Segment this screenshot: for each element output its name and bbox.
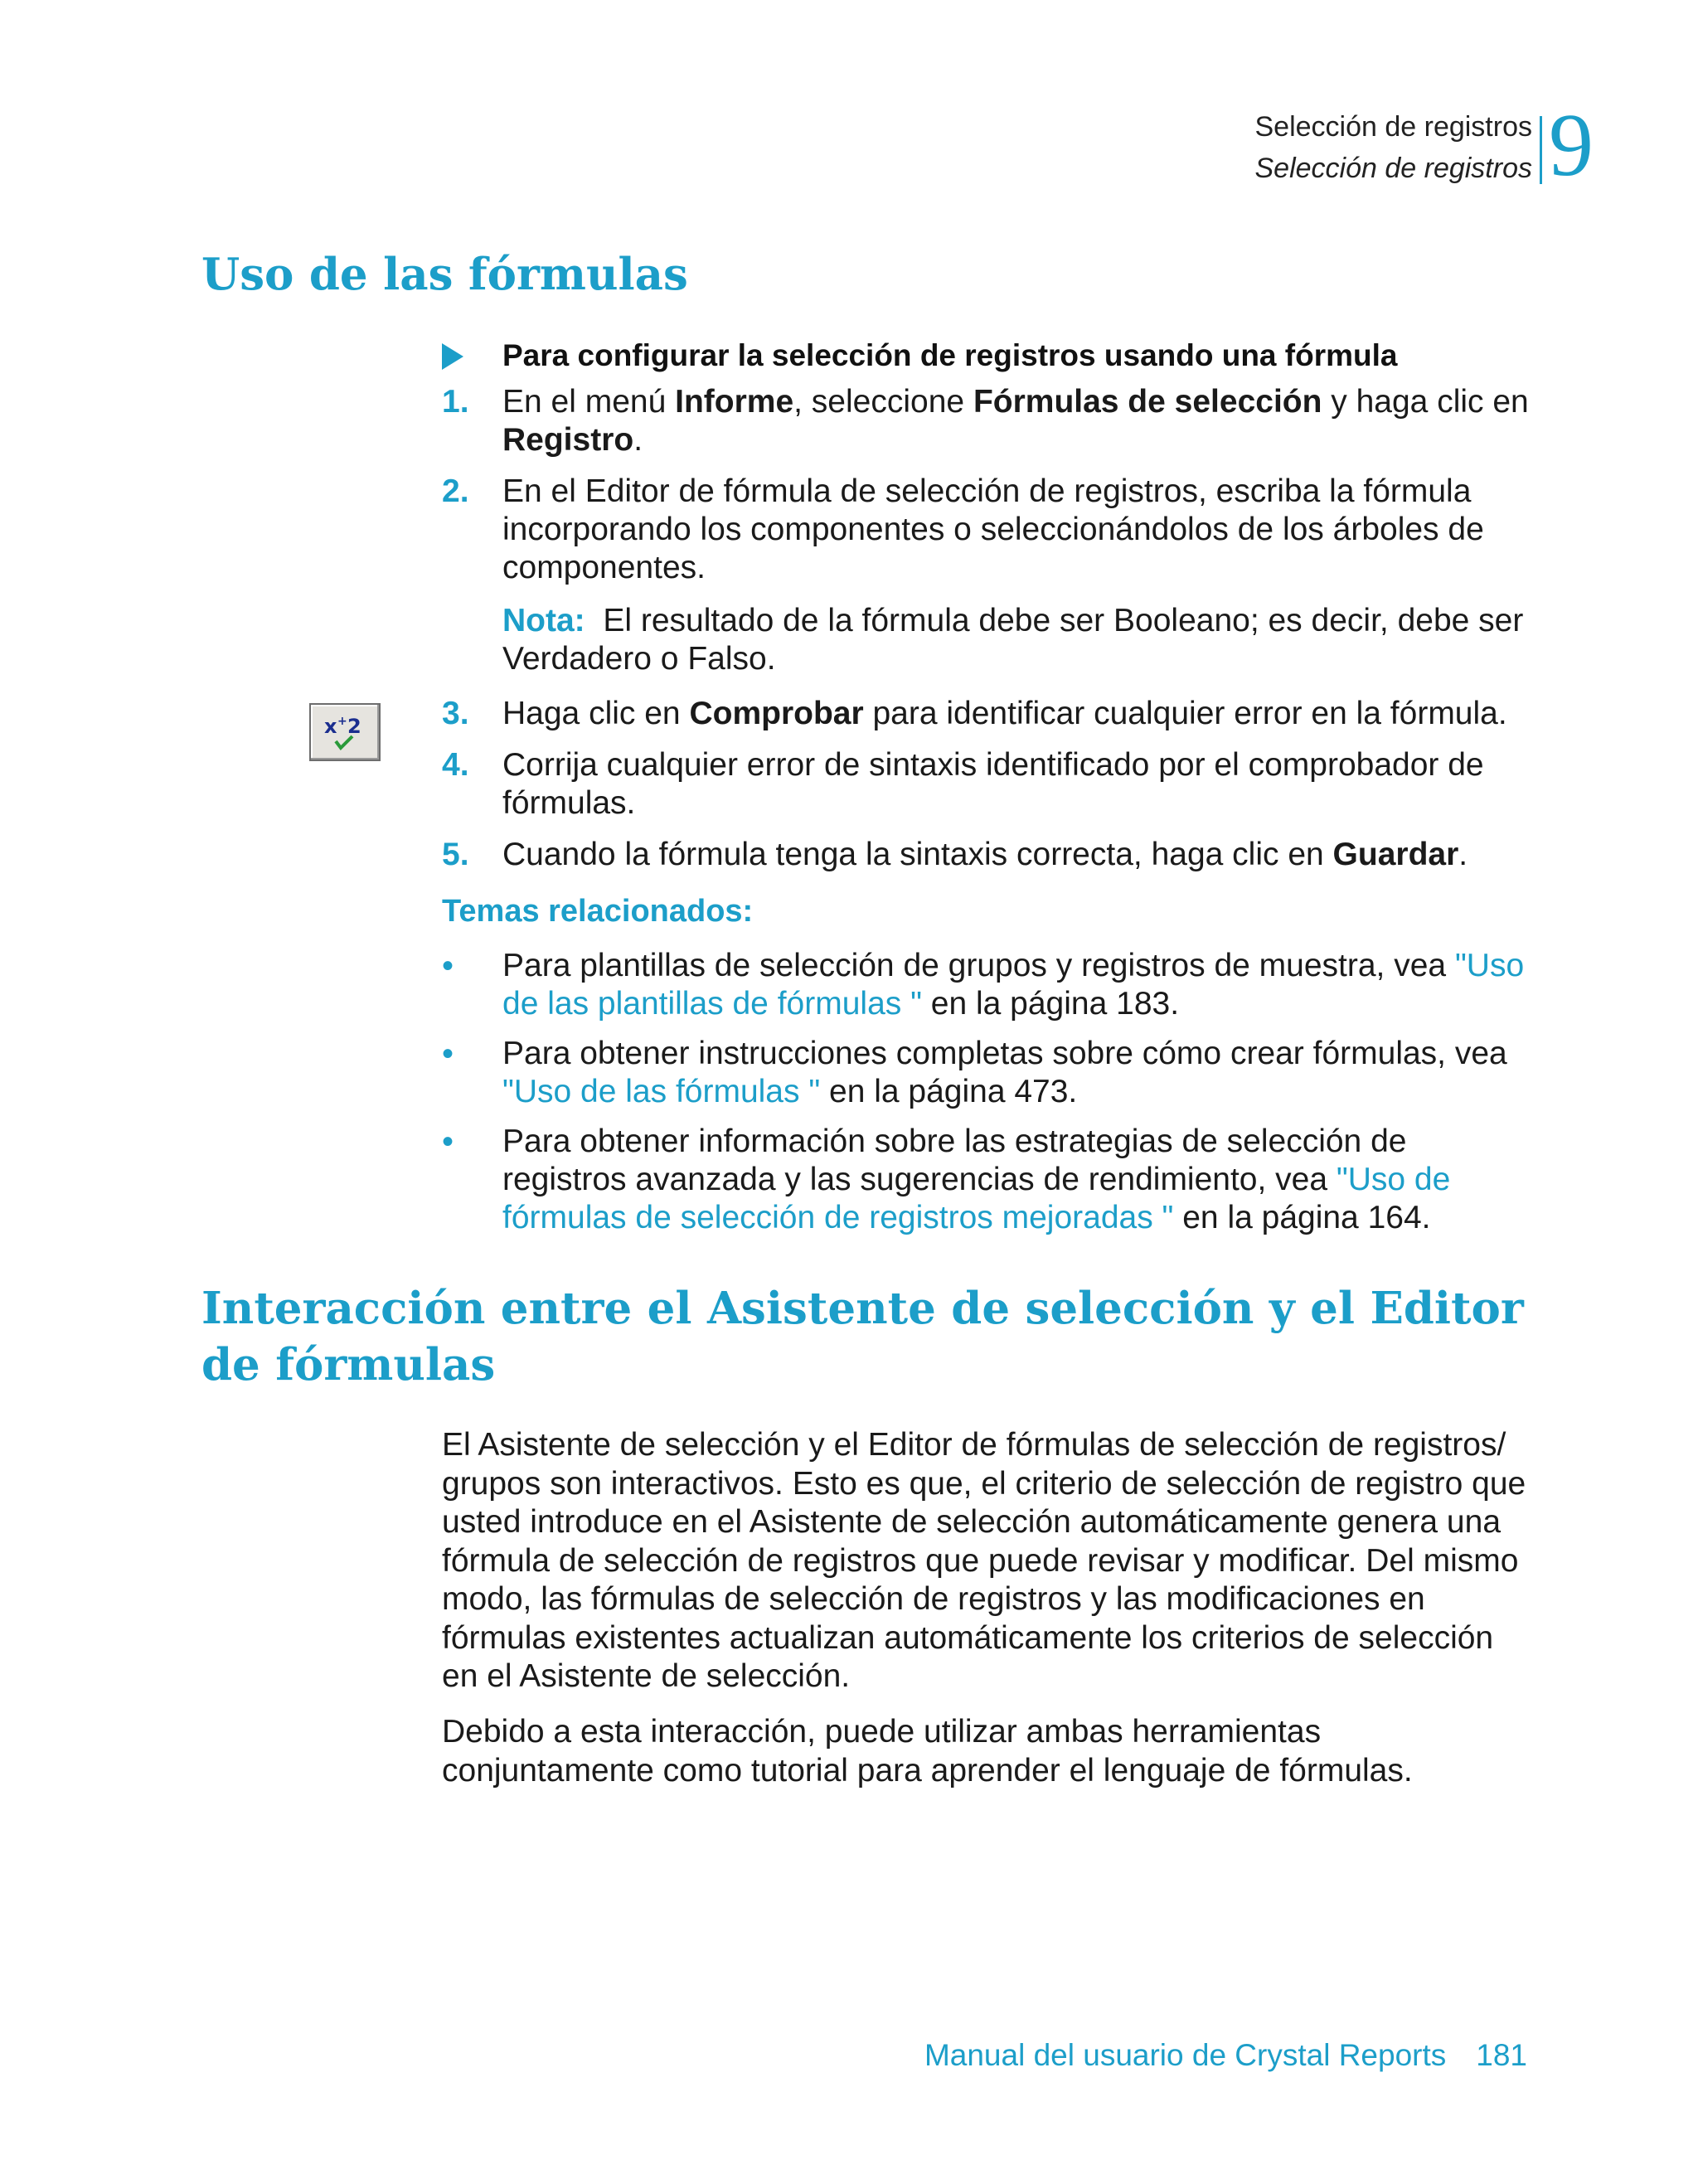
- svg-text:x: x: [324, 715, 337, 738]
- related-item-text: Para obtener información sobre las estrategias de selección de registros avanzada y las sugerencias de rendimiento, vea "Uso de fórmulas de selección de registros mejoradas " en la página 164.: [502, 1124, 1451, 1235]
- note-text: El resultado de la fórmula debe ser Booleano; es decir, debe ser Verdadero o Falso.: [502, 603, 1524, 677]
- page-footer: [924, 2035, 1527, 2076]
- related-link[interactable]: "Uso de fórmulas de selección de registros mejoradas ": [502, 1162, 1451, 1235]
- section-heading-interaction: Interacción entre el Asistente de selección y el Editor de fórmulas: [201, 1283, 1524, 1390]
- svg-text:2: 2: [347, 715, 361, 738]
- related-link[interactable]: "Uso de las fórmulas ": [502, 1074, 821, 1109]
- step-text: En el Editor de fórmula de selección de registros, escriba la fórmula incorporando los componentes o seleccionándolos de los árboles de componentes.: [502, 473, 1484, 585]
- related-link[interactable]: "Uso de las plantillas de fórmulas ": [502, 948, 1525, 1022]
- step-text: Corrija cualquier error de sintaxis identificado por el comprobador de fórmulas.: [502, 747, 1484, 821]
- chapter-number: 9: [1549, 96, 1594, 195]
- bullet-icon: •: [442, 948, 454, 984]
- bullet-icon: •: [442, 1036, 454, 1072]
- body-paragraph-2: Debido a esta interacción, puede utilizar ambas herramientas conjuntamente como tutorial para aprender el lenguaje de fórmulas.: [442, 1714, 1413, 1788]
- related-topics-heading: Temas relacionados:: [442, 894, 754, 929]
- running-header: [1254, 106, 1532, 189]
- page-number: 181: [1476, 2038, 1527, 2072]
- note: [502, 602, 1536, 678]
- section-heading-formulas: Uso de las fórmulas: [201, 249, 688, 300]
- header-section-title: Selección de registros: [1254, 111, 1532, 143]
- step-text: En el menú Informe, seleccione Fórmulas de selección y haga clic en Registro.: [502, 384, 1529, 458]
- related-item-text: Para obtener instrucciones completas sobre cómo crear fórmulas, vea "Uso de las fórmulas " en la página 473.: [502, 1036, 1507, 1109]
- step-number: 4.: [442, 747, 469, 783]
- related-item-text: Para plantillas de selección de grupos y registros de muestra, vea "Uso de las plantillas de fórmulas " en la página 183.: [502, 948, 1525, 1022]
- check-formula-glyph: [311, 705, 379, 760]
- body-paragraph-1: El Asistente de selección y el Editor de fórmulas de selección de registros/ grupos son interactivos. Esto es que, el criterio de selección de registro que usted introduce en el Asistente de selección automáticamente genera una fórmula de selección de registros que puede revisar y modificar. Del mismo modo, las fórmulas de selección de registros y las modificaciones en fórmulas existentes actualizan automáticamente los criterios de selección en el Asistente de selección.: [442, 1427, 1526, 1694]
- step-number: 5.: [442, 837, 469, 872]
- document-page: Selección de registros Selección de registros 9 Uso de las fórmulas Para configurar la selección de registros usando una fórmula 1. En el menú Informe, seleccione Fórmulas de selección y haga clic en Registro. 2. En el Editor de fórmula de selección de registros, escriba la fórmula incorporando los componentes o seleccionándolos de los árboles de componentes. Nota: El resultado de la fórmula debe ser Booleano; es decir, debe ser Verdadero o Falso. x + 2 3. Haga clic en Comprobar para identificar cualquier error en la fórmula. 4. Corrija cualquier error de sintaxis identificado por el comprobador de fórmulas. 5. Cuando la fórmula tenga la sintaxis correcta, haga clic en Guardar. Temas relacionados: • Para plantillas de selección de grupos y registros de muestra, vea "Uso de las plantillas de fórmulas " en la página 183. • Para obtener instrucciones completas sobre cómo crear fórmulas, vea "Uso de las fórmulas " en la página 473. • Para obtener información sobre las estrategias de selección de registros avanzada y las sugerencias de rendimiento, vea "Uso de fórmulas de selección de registros mejoradas " en la página 164. Interacción entre el Asistente de selección y el Editor de fórmulas El Asistente de selección y el Editor de fórmulas de selección de registros/ grupos son interactivos. Esto es que, el criterio de selección de registro que usted introduce en el Asistente de selección automáticamente genera una fórmula de selección de registros que puede revisar y modificar. Del mismo modo, las fórmulas de selección de registros y las modificaciones en fórmulas existentes actualizan automáticamente los criterios de selección en el Asistente de selección. Debido a esta interacción, puede utilizar ambas herramientas conjuntamente como tutorial para aprender el lenguaje de fórmulas. Manual del usuario de Crystal Reports 181: [0, 0, 1698, 2184]
- step-text: Cuando la fórmula tenga la sintaxis correcta, haga clic en Guardar.: [502, 837, 1468, 872]
- step-number: 3.: [442, 696, 469, 731]
- header-subsection-title: Selección de registros: [1254, 153, 1532, 184]
- chapter-divider: [1540, 116, 1542, 184]
- footer-manual-title: Manual del usuario de Crystal Reports: [924, 2038, 1447, 2072]
- step-number: 1.: [442, 384, 469, 420]
- procedure-arrow-icon: [442, 343, 463, 370]
- check-formula-icon: [309, 703, 381, 761]
- note-label: Nota:: [502, 603, 585, 638]
- bullet-icon: •: [442, 1124, 454, 1160]
- svg-text:+: +: [337, 715, 347, 728]
- step-number: 2.: [442, 473, 469, 509]
- step-text: Haga clic en Comprobar para identificar cualquier error en la fórmula.: [502, 696, 1507, 731]
